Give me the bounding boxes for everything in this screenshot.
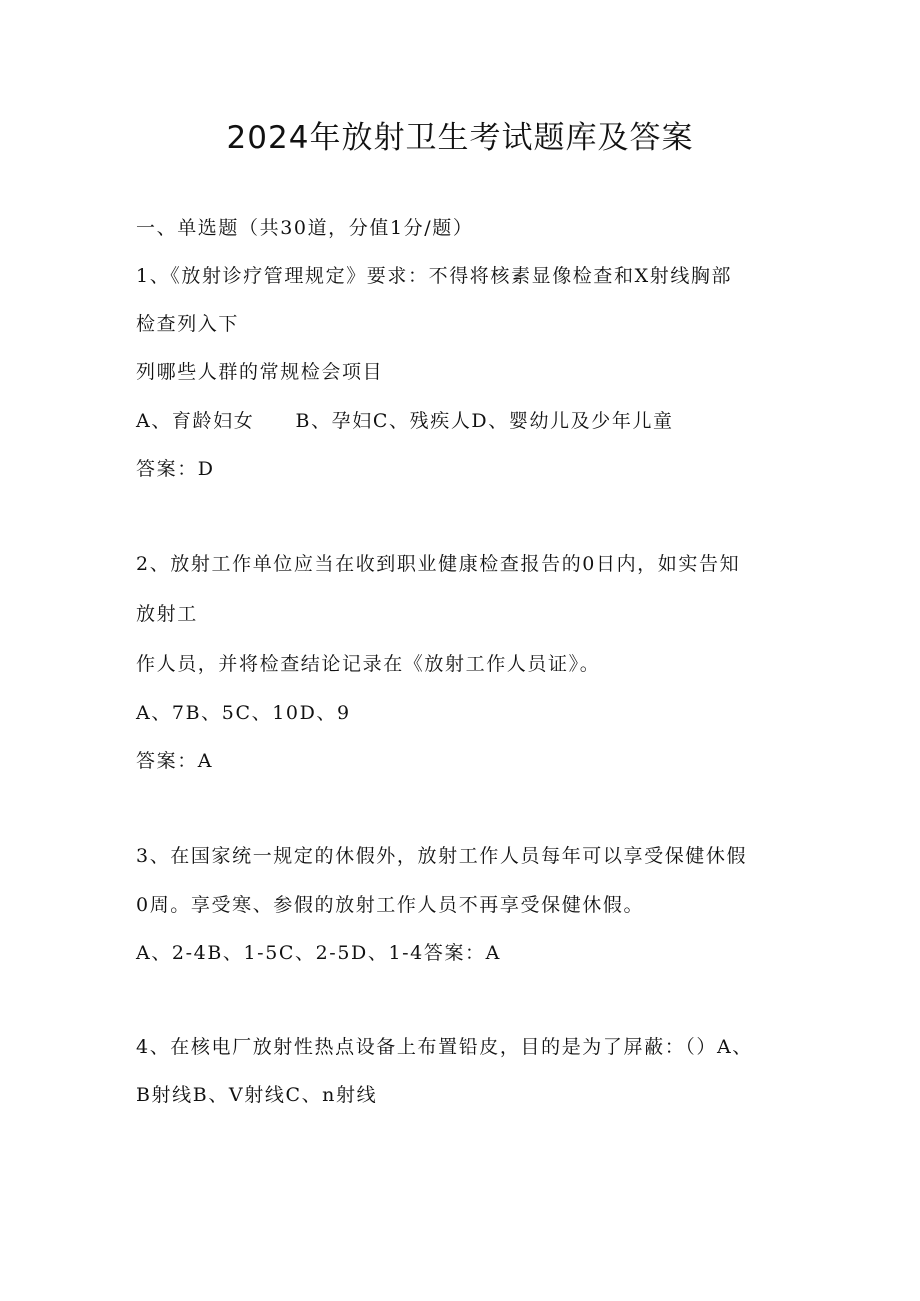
question-options: A、育龄妇女 B、孕妇C、残疾人D、婴幼儿及少年儿童 (136, 410, 674, 432)
question-text-line: 0周。享受寒、参假的放射工作人员不再享受保健休假。 (136, 894, 645, 916)
question-text-line: B射线B、V射线C、n射线 (136, 1084, 378, 1106)
document-title: 2024年放射卫生考试题库及答案 (226, 120, 694, 156)
question-text-line: 1、《放射诊疗管理规定》要求：不得将核素显像检查和X射线胸部 (136, 265, 733, 287)
question-answer: 答案：A (136, 750, 214, 772)
question-options: A、2-4B、1-5C、2-5D、1-4答案：A (136, 942, 501, 964)
question-text-line: 检查列入下 (136, 313, 240, 335)
question-text-line: 列哪些人群的常规检会项目 (136, 361, 384, 383)
question-text-line: 作人员，并将检查结论记录在《放射工作人员证》。 (136, 653, 601, 675)
question-text-line: 放射工 (136, 603, 198, 625)
question-text-line: 3、在国家统一规定的休假外，放射工作人员每年可以享受保健休假 (136, 845, 748, 867)
question-options: A、7B、5C、10D、9 (136, 702, 351, 724)
section-heading: 一、单选题（共30道，分值1分/题） (136, 217, 474, 239)
question-text-line: 2、放射工作单位应当在收到职业健康检查报告的0日内，如实告知 (136, 553, 741, 575)
question-text-line: 4、在核电厂放射性热点设备上布置铅皮，目的是为了屏蔽：（）A、 (136, 1036, 753, 1058)
question-answer: 答案：D (136, 458, 215, 480)
